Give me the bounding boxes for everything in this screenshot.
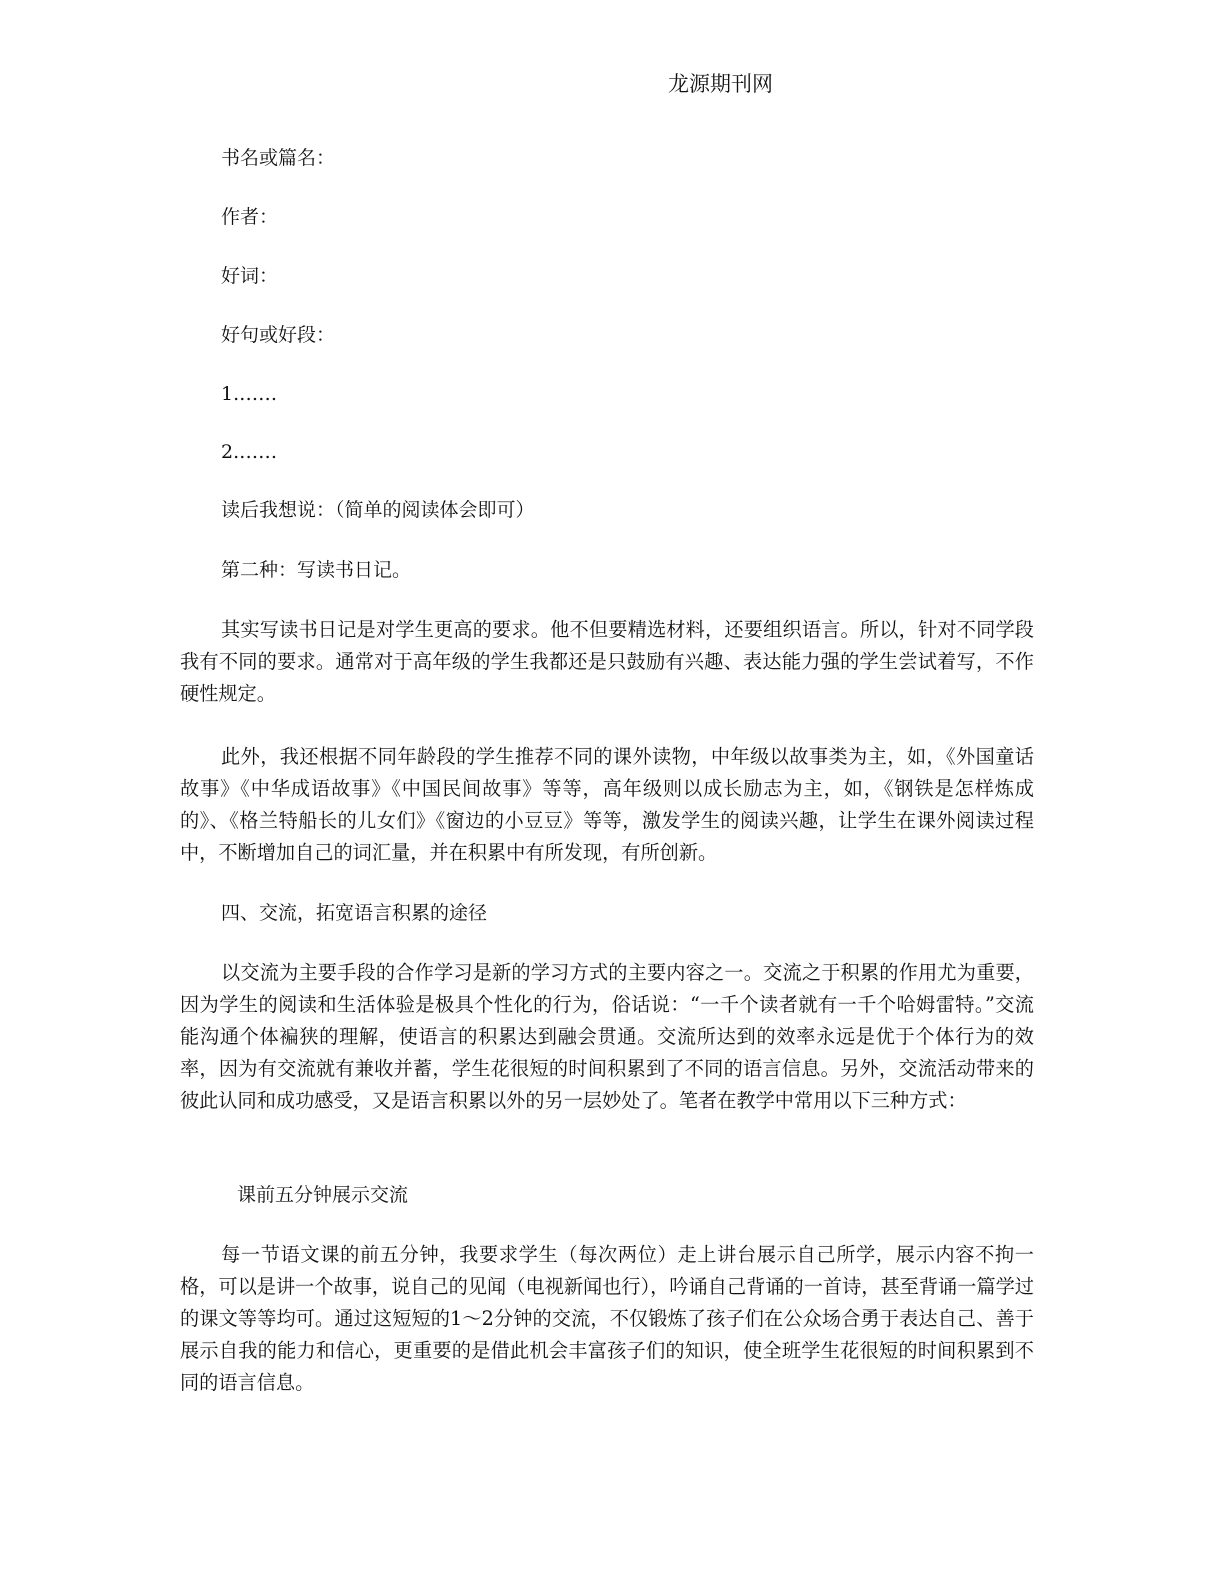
method-2-heading: 第二种：写读书日记。 (221, 559, 412, 581)
reflection-field-label: 读后我想说：（简单的阅读体会即可） (221, 499, 535, 521)
paragraph-recommended-reading: 此外，我还根据不同年龄段的学生推荐不同的课外读物，中年级以故事类为主，如，《外国童话故事》《中华成语故事》《中国民间故事》等等，高年级则以成长励志为主，如，《钢铁是怎样炼成的》、《格兰特船长的儿女们》《窗边的小豆豆》等等，激发学生的阅读兴趣，让学生在课外阅读过程中，不断增加自己的词汇量，并在积累中有所发现，有所创新。 (180, 745, 1034, 864)
subsection-heading: 课前五分钟展示交流 (237, 1184, 409, 1206)
good-sentences-field-label: 好句或好段： (221, 324, 336, 346)
paragraph-five-minute-sharing: 每一节语文课的前五分钟，我要求学生（每次两位）走上讲台展示自己所学，展示内容不拘一格，可以是讲一个故事，说自己的见闻（电视新闻也行），吟诵自己背诵的一首诗，甚至背诵一篇学过的课文等等均可。通过这短短的1～2分钟的交流，不仅锻炼了孩子们在公众场合勇于表达自己、善于展示自我的能力和信心，更重要的是借此机会丰富孩子们的知识，使全班学生花很短的时间积累到不同的语言信息。 (180, 1243, 1034, 1394)
title-field-label: 书名或篇名： (221, 147, 336, 169)
site-header: 龙源期刊网 (668, 72, 773, 96)
paragraph-communication: 以交流为主要手段的合作学习是新的学习方式的主要内容之一。交流之于积累的作用尤为重要，因为学生的阅读和生活体验是极具个性化的行为，俗话说：“一千个读者就有一千个哈姆雷特。”交流能沟通个体褊狭的理解，使语言的积累达到融会贯通。交流所达到的效率永远是优于个体行为的效率，因为有交流就有兼收并蓄，学生花很短的时间积累到了不同的语言信息。另外，交流活动带来的彼此认同和成功感受，又是语言积累以外的另一层妙处了。笔者在教学中常用以下三种方式： (180, 961, 1034, 1112)
author-field-label: 作者： (221, 206, 279, 228)
section-4-heading: 四、交流，拓宽语言积累的途径 (221, 902, 488, 924)
paragraph-reading-diary: 其实写读书日记是对学生更高的要求。他不但要精选材料，还要组织语言。所以，针对不同学段我有不同的要求。通常对于高年级的学生我都还是只鼓励有兴趣、表达能力强的学生尝试着写，不作硬性规定。 (180, 618, 1034, 705)
list-item-1: 1.…… (221, 383, 278, 405)
list-item-2: 2.…… (221, 441, 278, 463)
good-words-field-label: 好词： (221, 265, 279, 287)
